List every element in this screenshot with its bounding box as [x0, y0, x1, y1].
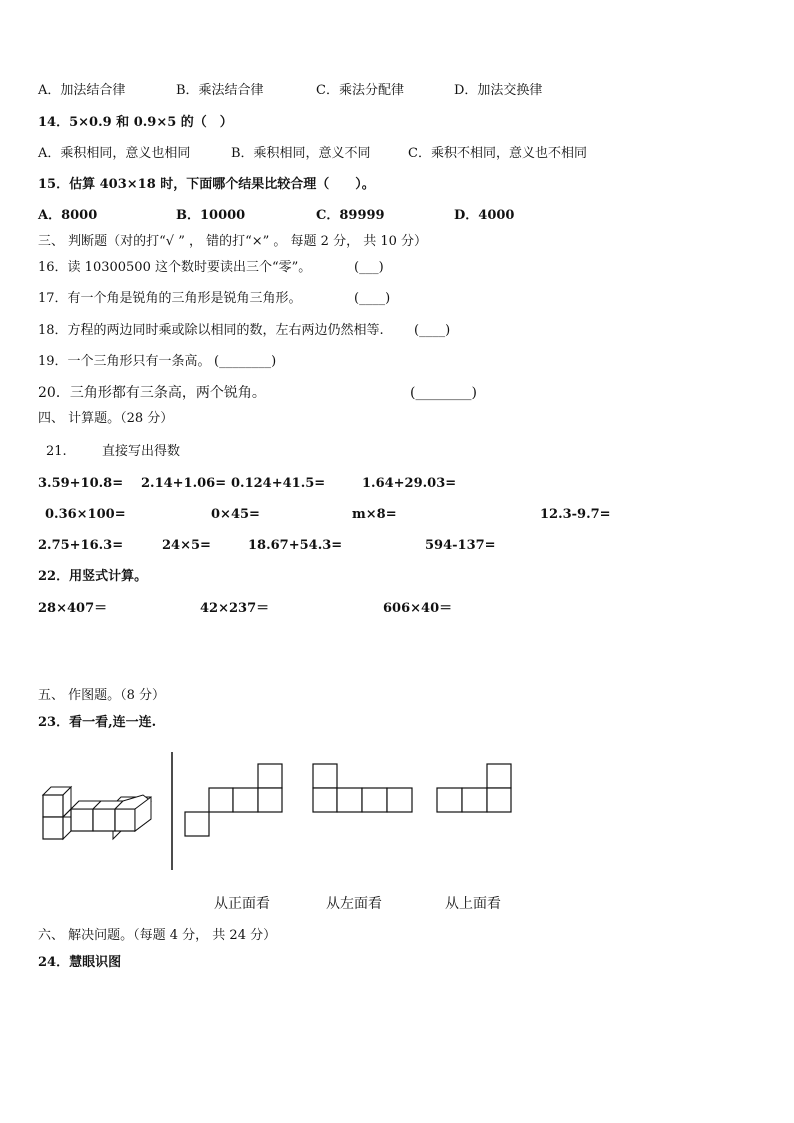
q21-item: 2.14+1.06= — [141, 476, 227, 491]
q21-item: 1.64+29.03= — [362, 476, 457, 491]
q15-option-d[interactable]: D．4000 — [454, 208, 515, 223]
q14-option-a[interactable]: A．乘积相同，意义也相同 — [38, 146, 191, 161]
q15-option-a[interactable]: A．8000 — [38, 208, 98, 223]
q14-stem: 14．5×0.9 和 0.9×5 的（ ） — [38, 115, 233, 130]
q23-label: 23．看一看,连一连. — [38, 715, 157, 730]
section6-title: 六、 解决问题。（每题 4 分， 共 24 分） — [38, 928, 277, 943]
q21-item: 0.124+41.5= — [231, 476, 326, 491]
q21-item: 2.75+16.3= — [38, 538, 124, 553]
view-grid-1[interactable] — [185, 764, 282, 836]
q22-item: 42×237＝ — [200, 601, 270, 616]
q20-answer-blank[interactable]: (________) — [410, 385, 477, 401]
q17-answer-blank[interactable]: (____) — [354, 291, 391, 306]
q15-option-b[interactable]: B．10000 — [176, 208, 246, 223]
q21-item: 12.3-9.7= — [540, 507, 611, 522]
q22-item: 606×40＝ — [383, 601, 453, 616]
cube-face — [71, 809, 93, 831]
q22-item: 28×407＝ — [38, 601, 108, 616]
q21-number: 21. — [46, 444, 67, 459]
q21-item: 0.36×100= — [45, 507, 126, 522]
q13-option-d[interactable]: D．加法交换律 — [454, 83, 543, 98]
cube-face — [43, 817, 63, 839]
view-label-front[interactable]: 从正面看 — [214, 896, 270, 912]
q21-item: 24×5= — [162, 538, 211, 553]
q21-label: 直接写出得数 — [102, 444, 181, 459]
q20-text: 20．三角形都有三条高，两个锐角。 — [38, 385, 266, 401]
cube-face — [43, 795, 63, 817]
q16-text: 16．读 10300500 这个数时要读出三个“零”。 — [38, 260, 312, 275]
q14-option-c[interactable]: C．乘积不相同，意义也不相同 — [408, 146, 587, 161]
section4-title: 四、 计算题。（28 分） — [38, 411, 174, 426]
q15-stem: 15．估算 403×18 时，下面哪个结果比较合理（ ）。 — [38, 177, 375, 192]
q19-answer-blank[interactable]: (________) — [214, 354, 277, 369]
q21-item: 594-137= — [425, 538, 496, 553]
q19-text: 19．一个三角形只有一条高。 — [38, 354, 211, 369]
section3-title: 三、 判断题（对的打“√ ” ， 错的打“×” 。 每题 2 分， 共 10 分） — [38, 234, 428, 249]
view-label-top[interactable]: 从上面看 — [445, 896, 501, 912]
q13-option-a[interactable]: A．加法结合律 — [38, 83, 126, 98]
section5-title: 五、 作图题。（8 分） — [38, 688, 166, 703]
cube-face — [93, 809, 115, 831]
q21-item: m×8= — [352, 507, 397, 522]
q13-option-c[interactable]: C．乘法分配律 — [316, 83, 404, 98]
q13-option-b[interactable]: B．乘法结合律 — [176, 83, 264, 98]
q15-option-c[interactable]: C．89999 — [316, 208, 385, 223]
view-grid-3[interactable] — [437, 764, 511, 812]
q21-item: 0×45= — [211, 507, 260, 522]
q14-option-b[interactable]: B．乘积相同，意义不同 — [231, 146, 371, 161]
q22-label: 22．用竖式计算。 — [38, 569, 148, 584]
cube-face — [115, 809, 135, 831]
view-grid-2[interactable] — [313, 764, 412, 812]
q17-text: 17．有一个角是锐角的三角形是锐角三角形。 — [38, 291, 302, 306]
q18-answer-blank[interactable]: (____) — [414, 323, 451, 338]
q16-answer-blank[interactable]: (___) — [354, 260, 384, 275]
q21-item: 3.59+10.8= — [38, 476, 124, 491]
view-label-left[interactable]: 从左面看 — [326, 896, 382, 912]
q21-item: 18.67+54.3= — [248, 538, 343, 553]
q24-label: 24．慧眼识图 — [38, 955, 122, 970]
q18-text: 18．方程的两边同时乘或除以相同的数，左右两边仍然相等. — [38, 323, 384, 338]
cube-front-faces — [43, 795, 151, 839]
